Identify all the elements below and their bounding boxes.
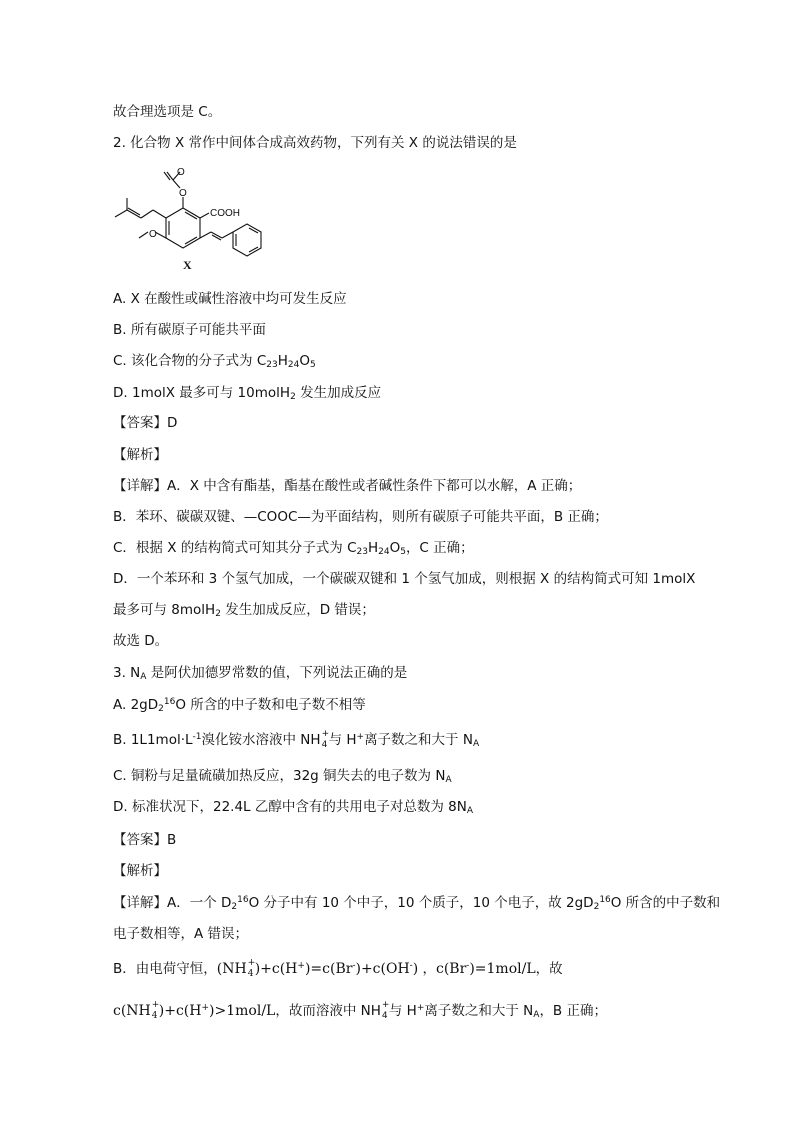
q2-detail-d-line2: 最多可与 8molH$_2$ 发生加成反应，D 错误； [113,602,375,619]
q3-detail-a-line1: 【详解】A．一个 $D_2^{16}O$ 分子中有 10 个中子，10 个质子，10 个电子，故 $2gD_2^{16}O$ 所含的中子数和 [113,895,721,912]
q2-option-d: D. 1molX 最多可与 10molH$_2$ 发生加成反应 [113,385,382,402]
q2-option-a: A. X 在酸性或碱性溶液中均可发生反应 [113,291,347,307]
q3-option-a: A. $2gD_2^{16}O$ 所含的中子数和电子数不相等 [113,697,366,714]
compound-label: X [183,258,192,272]
q2-detail-b: B．苯环、碳碳双键、—COOC—为平面结构，则所有碳原子可能共平面，B 正确； [113,509,608,525]
q2-answer: 【答案】D [113,415,178,431]
q2-option-c: C. 该化合物的分子式为 $C_{23}H_{24}O_5$ [113,353,316,370]
q2-detail-d-line1: D．一个苯环和 3 个氢气加成，一个碳碳双键和 1 个氢气加成，则根据 X 的结构简式可知 1molX [113,571,696,587]
inequality-expression: c(NH + 4 )+c(H+)>1mol/L [113,1000,276,1021]
cooh-label: COOH [210,208,240,219]
q2-detail-a: 【详解】A．X 中含有酯基，酯基在酸性或者碱性条件下都可以水解，A 正确； [113,478,582,494]
q2-stem: 2. 化合物 X 常作中间体合成高效药物，下列有关 X 的说法错误的是 [113,135,517,151]
q3-detail-a-line2: 电子数相等，A 错误； [113,926,249,942]
answer-tag: 【答案】 [113,832,167,848]
phenyl-ring [233,224,261,256]
previous-conclusion: 故合理选项是 C。 [113,104,222,120]
q3-option-c: C. 铜粉与足量硫磺加热反应，32g 铜失去的电子数为 $N_A$ [113,768,452,785]
q3-detail-b-line2: c(NH + 4 )+c(H+)>1mol/L，故而溶液中 NH + 4 与 H+离子数之和大于 $N_A$，B 正确； [113,1000,607,1021]
q2-detail-c: C．根据 X 的结构简式可知其分子式为 $C_{23}H_{24}O_5$，C 正确； [113,540,474,557]
q3-option-b: B. $1L1mol\cdot L^{-1}$溴化铵水溶液中 NH + 4 与 H+离子数之和大于 $N_A$ [113,729,480,750]
q3-detail-b-line1: B．由电荷守恒，(NH + 4 )+c(H+)=c(Br-)+c(OH-) ，c(Br-)=1mol/L，故 [113,958,563,979]
methoxy-oxygen-label: O [149,229,157,240]
detail-tag: 【详解】 [113,895,167,911]
detail-tag: 【详解】 [113,478,167,494]
answer-tag: 【答案】 [113,415,167,431]
bromide-concentration: c(Br-)=1mol/L [435,961,536,977]
q3-option-d: D. 标准状况下，22.4L 乙醇中含有的共用电子对总数为 $8N_A$ [113,799,473,816]
compound-x-structure [113,166,273,276]
q3-answer: 【答案】B [113,832,177,848]
q3-analysis-tag: 【解析】 [113,863,167,879]
q2-analysis-tag: 【解析】 [113,447,167,463]
charge-balance-equation: (NH + 4 )+c(H+)=c(Br-)+c(OH-) [216,958,419,979]
central-ring [166,208,200,248]
q2-option-b: B. 所有碳原子可能共平面 [113,322,266,338]
molecule-diagram [113,166,273,272]
carbonyl-oxygen-label: O [177,167,185,178]
q3-stem: 3. $N_A$ 是阿伏加德罗常数的值，下列说法正确的是 [113,665,408,682]
ester-oxygen-label: O [179,188,187,199]
q2-conclusion: 故选 D。 [113,633,169,649]
